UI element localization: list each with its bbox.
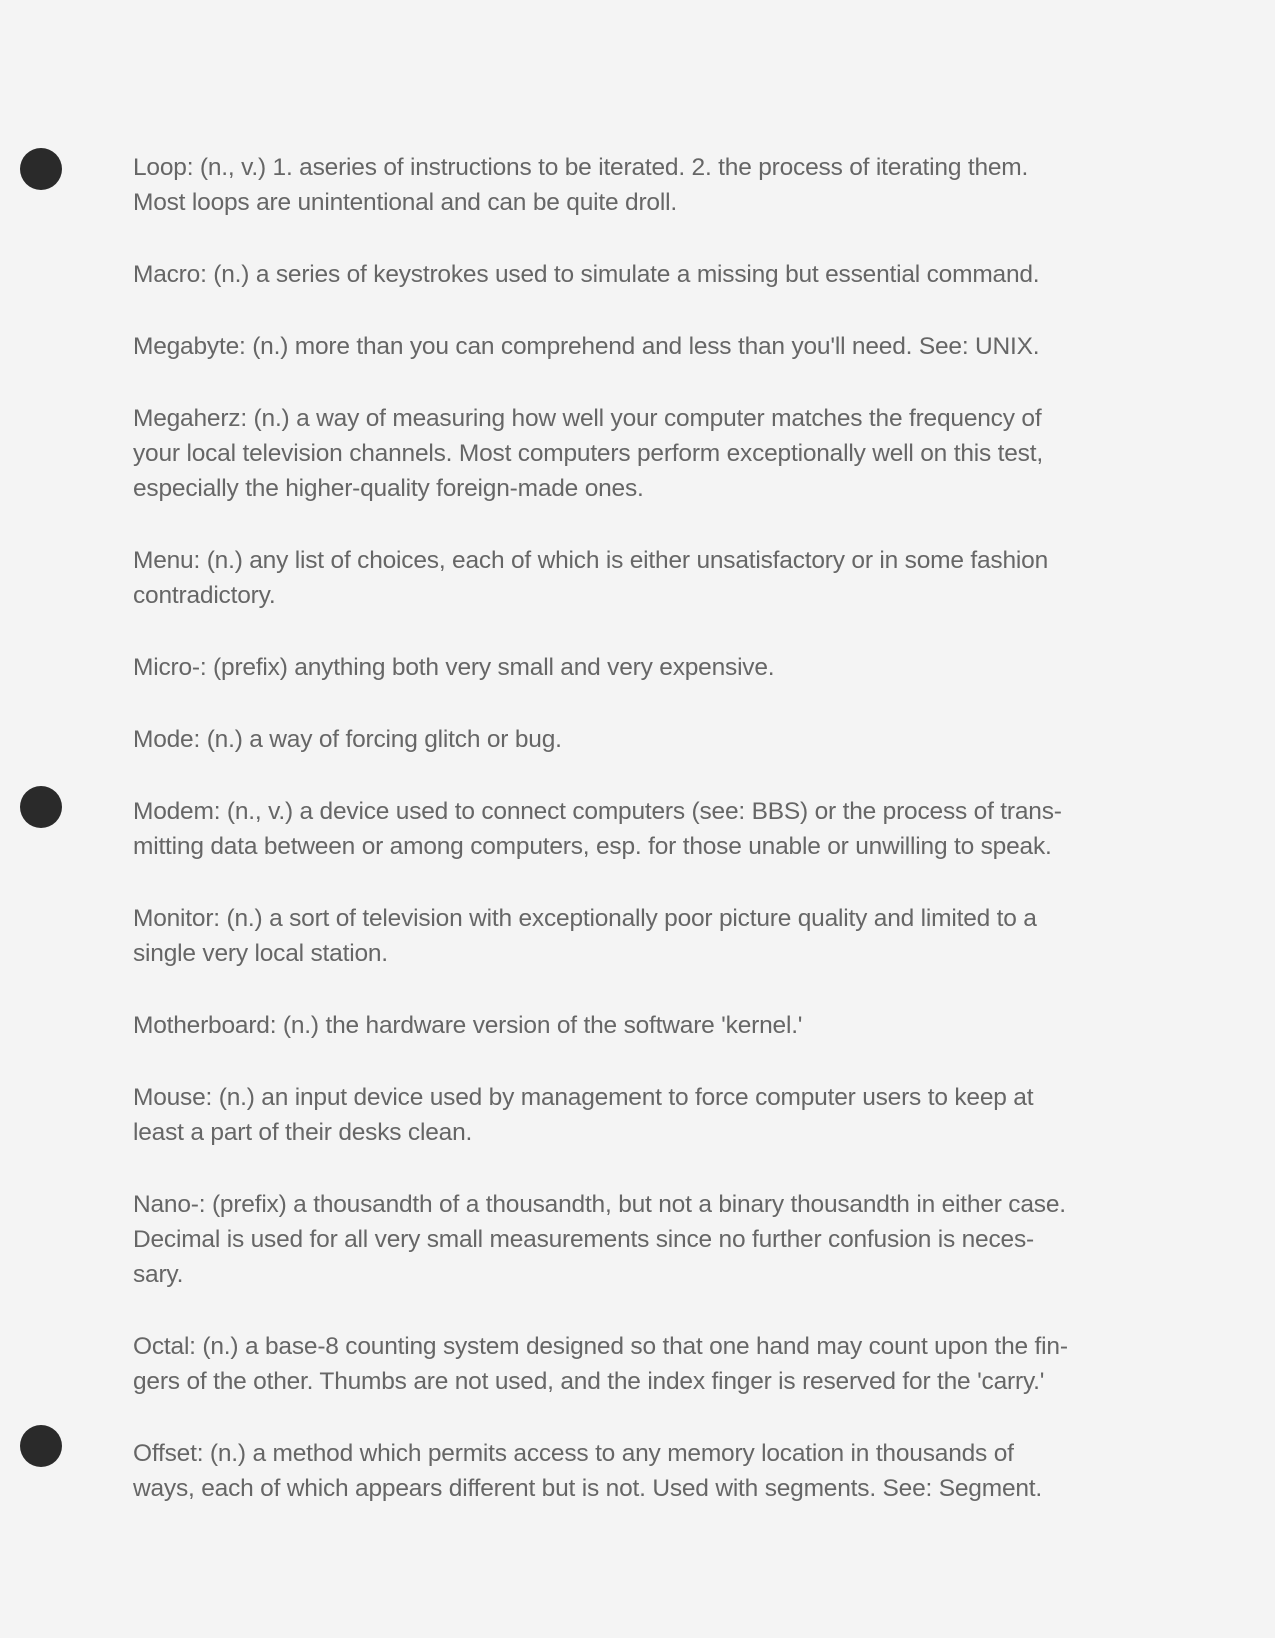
entry-line: Decimal is used for all very small measurements since no further confusion is neces- xyxy=(133,1226,1034,1253)
entry-loop xyxy=(133,150,1123,220)
entry-line: your local television channels. Most computers perform exceptionally well on this test, xyxy=(133,440,1043,467)
entry-motherboard xyxy=(133,1008,1123,1043)
entry-megaherz xyxy=(133,401,1123,506)
entry-line: Macro: (n.) a series of keystrokes used to simulate a missing but essential command. xyxy=(133,261,1040,288)
entry-line: Mouse: (n.) an input device used by management to force computer users to keep at xyxy=(133,1084,1034,1111)
entry-line: contradictory. xyxy=(133,582,276,609)
entry-line: Menu: (n.) any list of choices, each of which is either unsatisfactory or in some fashion xyxy=(133,547,1048,574)
entry-menu xyxy=(133,543,1123,613)
entry-modem xyxy=(133,794,1123,864)
entry-line: Monitor: (n.) a sort of television with exceptionally poor picture quality and limited to a xyxy=(133,905,1037,932)
entry-line: Megaherz: (n.) a way of measuring how well your computer matches the frequency of xyxy=(133,405,1042,432)
entry-line: Nano-: (prefix) a thousandth of a thousandth, but not a binary thousandth in either case. xyxy=(133,1191,1066,1218)
entry-line: ways, each of which appears different but is not. Used with segments. See: Segment. xyxy=(133,1475,1043,1502)
entry-octal xyxy=(133,1329,1123,1399)
entry-macro xyxy=(133,257,1123,292)
punch-hole-top xyxy=(20,148,62,190)
entry-line: sary. xyxy=(133,1261,184,1288)
entry-mode xyxy=(133,722,1123,757)
entry-nano xyxy=(133,1187,1123,1292)
entry-monitor xyxy=(133,901,1123,971)
entry-line: Modem: (n., v.) a device used to connect computers (see: BBS) or the process of trans- xyxy=(133,798,1062,825)
entry-line: Motherboard: (n.) the hardware version of the software 'kernel.' xyxy=(133,1012,803,1039)
entry-line: single very local station. xyxy=(133,940,388,967)
entry-line: Mode: (n.) a way of forcing glitch or bug. xyxy=(133,726,562,753)
punch-hole-bottom xyxy=(20,1425,62,1467)
glossary-entries xyxy=(133,150,1123,1543)
entry-micro xyxy=(133,650,1123,685)
entry-line: Octal: (n.) a base-8 counting system designed so that one hand may count upon the fin- xyxy=(133,1333,1068,1360)
entry-line: especially the higher-quality foreign-made ones. xyxy=(133,475,644,502)
entry-line: mitting data between or among computers, esp. for those unable or unwilling to speak. xyxy=(133,833,1052,860)
entry-megabyte xyxy=(133,329,1123,364)
entry-line: Megabyte: (n.) more than you can comprehend and less than you'll need. See: UNIX. xyxy=(133,333,1040,360)
entry-offset xyxy=(133,1436,1123,1506)
entry-line: Offset: (n.) a method which permits access to any memory location in thousands of xyxy=(133,1440,1014,1467)
entry-line: Micro-: (prefix) anything both very small and very expensive. xyxy=(133,654,775,681)
entry-mouse xyxy=(133,1080,1123,1150)
punch-hole-middle xyxy=(20,786,62,828)
entry-line: gers of the other. Thumbs are not used, and the index finger is reserved for the 'carry.' xyxy=(133,1368,1045,1395)
entry-line: Most loops are unintentional and can be quite droll. xyxy=(133,189,677,216)
entry-line: least a part of their desks clean. xyxy=(133,1119,473,1146)
entry-line: Loop: (n., v.) 1. aseries of instructions to be iterated. 2. the process of iterating them. xyxy=(133,154,1029,181)
